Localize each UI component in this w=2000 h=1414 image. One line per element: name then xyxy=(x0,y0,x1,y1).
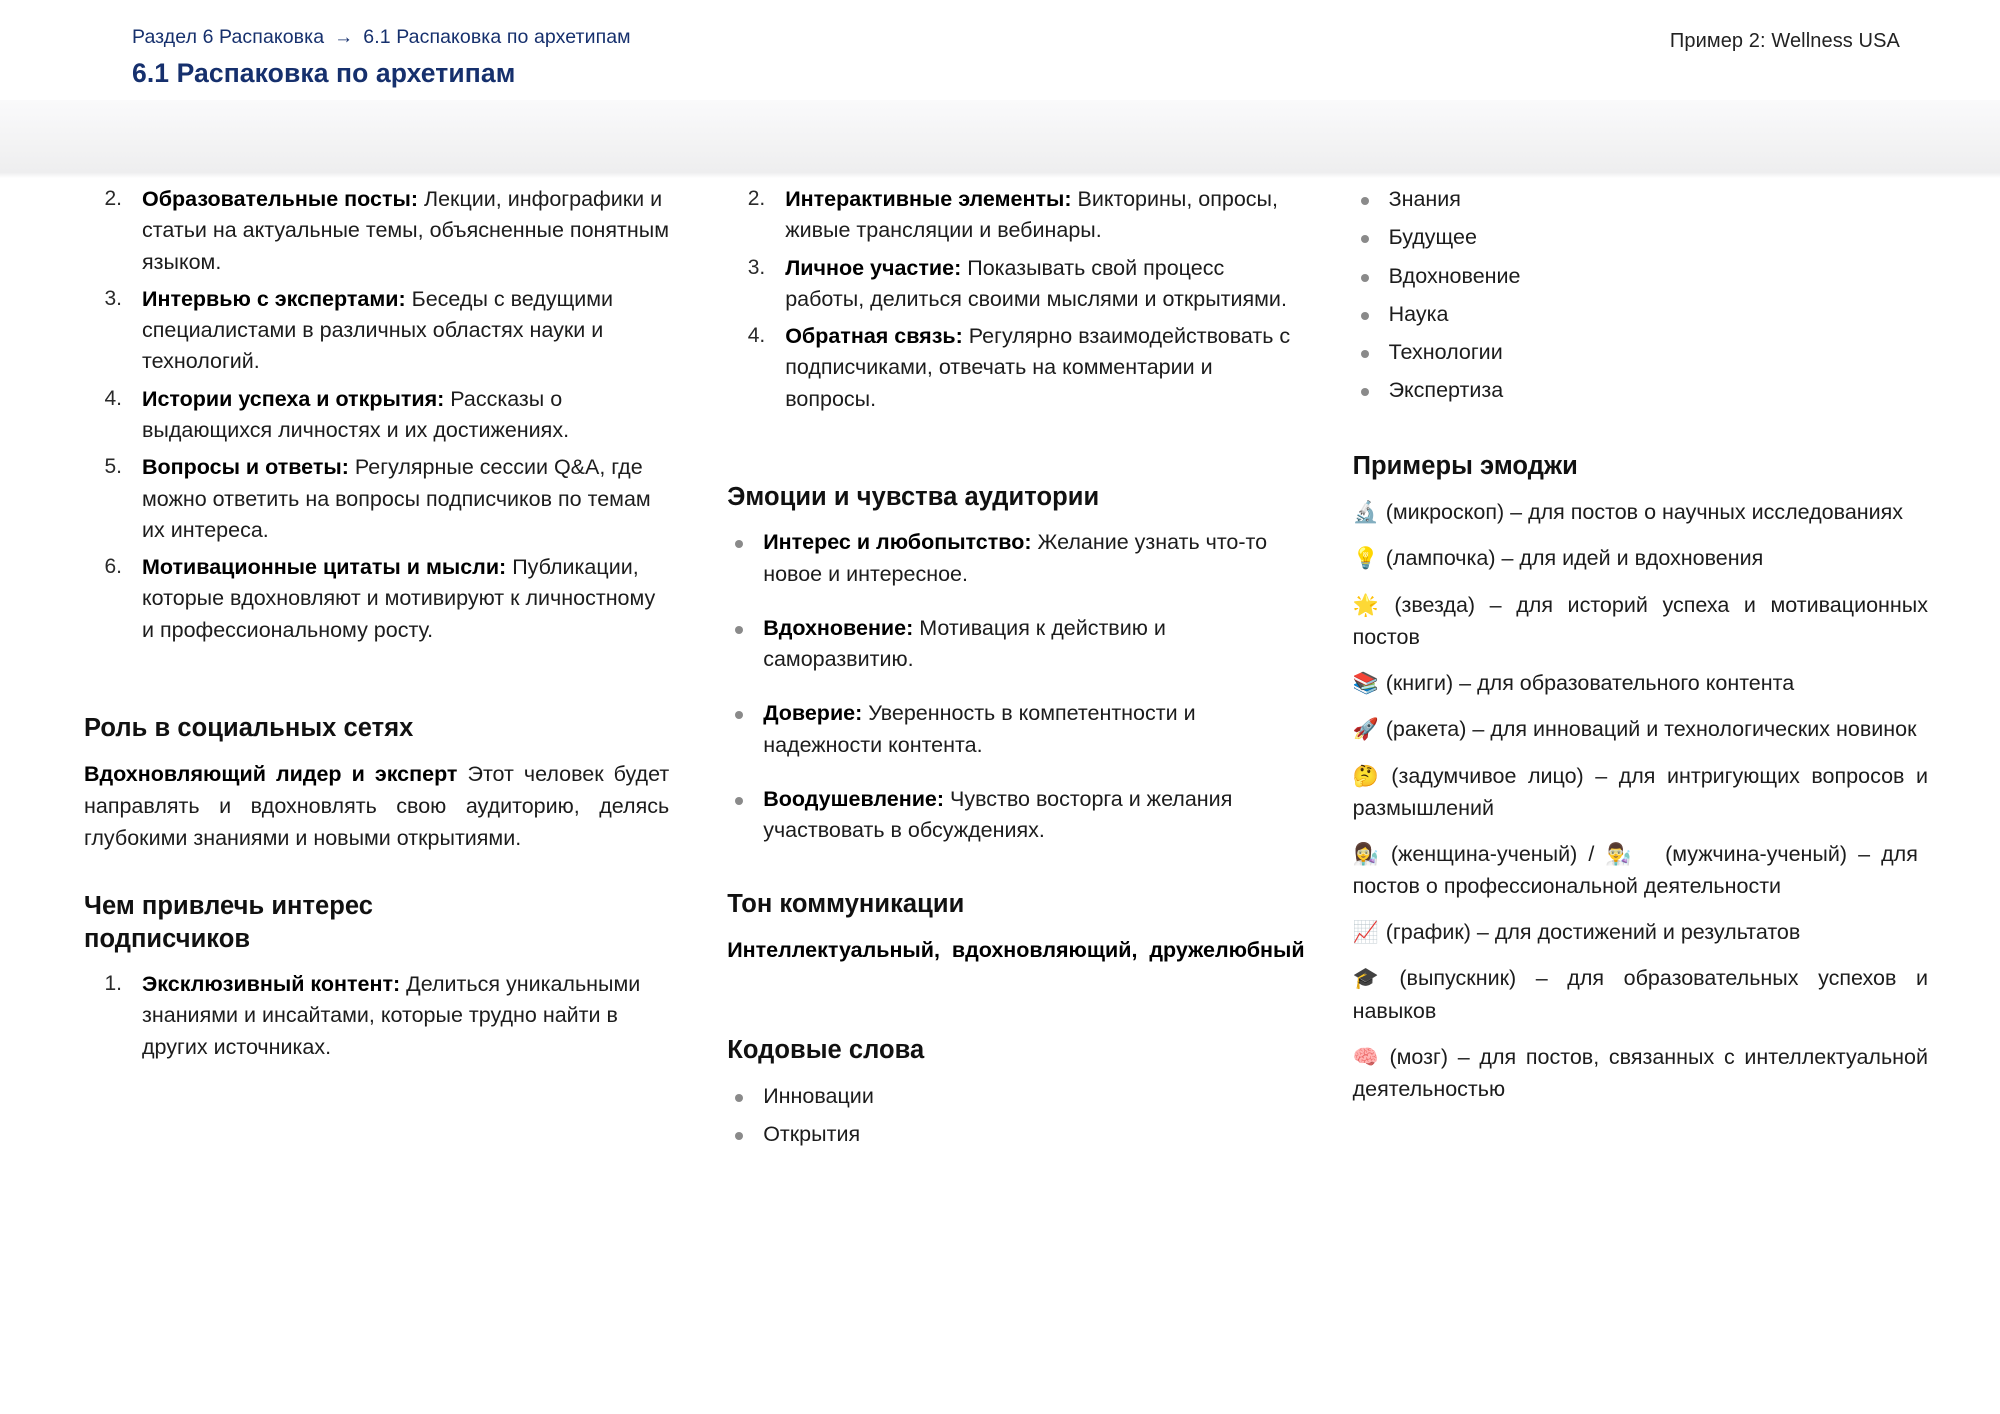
keywords-list xyxy=(1353,184,1928,407)
emoji-description: (лампочка) – для идей и вдохновения xyxy=(1385,546,1764,571)
list-item-description: Уверенность в компетентности и надежности контента. xyxy=(763,701,1196,757)
list-item-term: Истории успеха и открытия: xyxy=(142,386,445,411)
emoji-description-a: (женщина-ученый) / xyxy=(1390,841,1606,866)
column-3 xyxy=(1353,184,1928,1119)
emoji-list-item xyxy=(1353,1041,1928,1105)
list-item-term: Воодушевление: xyxy=(763,787,945,812)
emoji-list-item xyxy=(1353,713,1928,745)
list-item-term: Эксклюзивный контент: xyxy=(142,972,401,997)
heading-code-words: Кодовые слова xyxy=(727,1036,925,1065)
emoji-list-item xyxy=(1353,496,1928,528)
engagement-list-continued xyxy=(727,184,1304,415)
list-item-number: 5. xyxy=(104,455,122,479)
list-item xyxy=(727,613,1304,676)
emotions-list xyxy=(727,527,1304,846)
rocket-emoji: 🚀 xyxy=(1352,717,1379,742)
spacer xyxy=(727,421,1304,481)
header-left-group xyxy=(132,26,631,88)
list-item-term: Мотивационные цитаты и мысли: xyxy=(142,555,507,580)
page-body xyxy=(0,100,2000,1157)
emoji-list-item xyxy=(1353,962,1928,1026)
heading-emoji-examples: Примеры эмоджи xyxy=(1352,451,1578,480)
page-title: 6.1 Распаковка по архетипам xyxy=(132,57,516,88)
list-item-number: 6. xyxy=(104,555,122,579)
list-item-description: Регулярно взаимодействовать с подписчиками, отвечать на комментарии и вопросы. xyxy=(785,324,1291,411)
emoji-description-b: (мужчина-ученый) – для постов о профессиональной деятельности xyxy=(1352,841,1918,899)
heading-tone-of-communication: Тон коммуникации xyxy=(727,889,965,918)
woman-scientist-emoji: 👩‍🔬 xyxy=(1352,841,1384,866)
column-1 xyxy=(72,184,669,1069)
emoji-description: (звезда) – для историй успеха и мотивационных постов xyxy=(1352,592,1928,649)
breadcrumb-section[interactable]: Раздел 6 Распаковка xyxy=(132,26,325,48)
list-item-term: Интервью с экспертами: xyxy=(142,286,406,311)
column-2 xyxy=(717,184,1304,1157)
list-item: Экспертиза xyxy=(1353,375,1928,406)
emoji-description: (книги) – для образовательного контента xyxy=(1385,670,1795,695)
emoji-description: (график) – для достижений и результатов xyxy=(1385,920,1801,945)
emoji-list-item xyxy=(1353,542,1928,574)
spacer xyxy=(84,854,669,890)
list-item-description: Делиться уникальными знаниями и инсайтами, которые трудно найти в других источниках. xyxy=(142,972,641,1059)
list-item-term: Личное участие: xyxy=(785,255,962,280)
emoji-examples-list xyxy=(1353,496,1928,1105)
spacer xyxy=(727,870,1304,888)
list-item xyxy=(727,527,1304,590)
list-item xyxy=(727,698,1304,761)
breadcrumb xyxy=(132,26,631,49)
heading-line-2: подписчиков xyxy=(84,924,251,953)
list-item-description: Показывать свой процесс работы, делиться своими мыслями и открытиями. xyxy=(785,255,1287,311)
tone-values xyxy=(727,934,1304,999)
page-header xyxy=(0,0,2000,100)
role-bold-lead: Вдохновляющий лидер и эксперт xyxy=(84,762,458,787)
heading-line-1: Чем привлечь интерес xyxy=(84,892,374,921)
list-item-term: Интерактивные элементы: xyxy=(785,187,1072,211)
list-item: Будущее xyxy=(1353,222,1928,253)
list-item xyxy=(84,452,669,546)
spacer xyxy=(1353,414,1928,450)
role-paragraph xyxy=(84,758,669,854)
list-item xyxy=(84,969,669,1063)
list-item xyxy=(727,321,1304,415)
list-item xyxy=(84,284,669,378)
tone-value-3: дружелюбный xyxy=(1149,937,1305,962)
list-item-description: Лекции, инфографики и статьи на актуальные темы, объясненные понятным языком. xyxy=(142,187,670,274)
spacer xyxy=(84,652,669,712)
emoji-description: (ракета) – для инноваций и технологических новинок xyxy=(1385,717,1917,742)
list-item-term: Вдохновение: xyxy=(763,615,914,640)
content-types-list-continued xyxy=(84,184,669,646)
brain-emoji: 🧠 xyxy=(1352,1044,1383,1069)
emoji-list-item xyxy=(1353,589,1928,653)
spacer xyxy=(727,998,1304,1034)
list-item-number: 2. xyxy=(747,187,766,210)
light-bulb-emoji: 💡 xyxy=(1352,546,1379,571)
list-item-term: Доверие: xyxy=(763,701,863,726)
emoji-description: (микроскоп) – для постов о научных исследованиях xyxy=(1385,500,1904,525)
books-emoji: 📚 xyxy=(1352,670,1379,695)
emoji-description: (задумчивое лицо) – для интригующих вопросов и размышлений xyxy=(1352,763,1928,820)
emoji-description: (выпускник) – для образовательных успехов и навыков xyxy=(1352,966,1928,1023)
heading-attract-subscriber-interest xyxy=(84,890,669,955)
list-item-term: Обратная связь: xyxy=(785,324,963,349)
list-item-description: Мотивация к действию и саморазвитию. xyxy=(763,615,1166,672)
graduation-cap-emoji: 🎓 xyxy=(1352,966,1393,991)
tone-value-1: Интеллектуальный, xyxy=(727,937,940,962)
man-scientist-emoji: 👨‍🔬 xyxy=(1605,841,1637,866)
role-body-text: Этот человек будет направлять и вдохновлять свою аудиторию, делясь глубокими знаниями и новыми открытиями. xyxy=(84,762,670,851)
chart-increasing-emoji: 📈 xyxy=(1352,920,1379,945)
list-item xyxy=(727,253,1304,316)
list-item-description: Чувство восторга и желания участвовать в обсуждениях. xyxy=(763,787,1233,843)
list-item-description: Желание узнать что-то новое и интересное. xyxy=(763,530,1268,586)
list-item xyxy=(84,184,669,278)
list-item: Технологии xyxy=(1353,337,1928,368)
list-item xyxy=(727,184,1304,247)
breadcrumb-current[interactable]: 6.1 Распаковка по архетипам xyxy=(363,26,631,48)
list-item-number: 2. xyxy=(104,187,122,210)
emoji-description: (мозг) – для постов, связанных с интеллектуальной деятельностью xyxy=(1352,1044,1928,1101)
list-item-number: 4. xyxy=(747,324,766,348)
list-item: Наука xyxy=(1353,299,1928,330)
emoji-list-item xyxy=(1353,916,1928,948)
code-words-list xyxy=(727,1081,1304,1151)
list-item-number: 1. xyxy=(104,972,122,996)
tone-value-2: вдохновляющий, xyxy=(951,937,1138,962)
emoji-list-item xyxy=(1353,667,1928,699)
list-item: Знания xyxy=(1353,184,1928,215)
glowing-star-emoji: 🌟 xyxy=(1352,592,1388,617)
emoji-list-item xyxy=(1353,838,1928,902)
heading-audience-emotions: Эмоции и чувства аудитории xyxy=(727,482,1100,511)
list-item-description: Рассказы о выдающихся личностях и их достижениях. xyxy=(142,386,570,442)
list-item-number: 4. xyxy=(104,386,122,410)
interest-list xyxy=(84,969,669,1063)
emoji-list-item xyxy=(1353,760,1928,824)
list-item-description: Публикации, которые вдохновляют и мотивируют к личностному и профессиональному росту. xyxy=(142,555,656,642)
list-item-description: Викторины, опросы, живые трансляции и вебинары. xyxy=(785,187,1278,243)
list-item: Инновации xyxy=(727,1081,1304,1112)
list-item: Вдохновение xyxy=(1353,261,1928,292)
list-item-number: 3. xyxy=(104,286,122,310)
breadcrumb-arrow-icon: → xyxy=(334,27,354,48)
list-item xyxy=(84,384,669,447)
list-item xyxy=(727,784,1304,847)
microscope-emoji: 🔬 xyxy=(1352,500,1379,525)
list-item: Открытия xyxy=(727,1119,1304,1150)
list-item xyxy=(84,552,669,646)
thinking-face-emoji: 🤔 xyxy=(1352,763,1385,788)
list-item-term: Интерес и любопытство: xyxy=(763,530,1032,555)
example-label: Пример 2: Wellness USA xyxy=(1669,30,1900,52)
list-item-description: Беседы с ведущими специалистами в различных областях науки и технологий. xyxy=(142,286,614,374)
heading-role-in-social-networks: Роль в социальных сетях xyxy=(84,713,414,742)
list-item-term: Вопросы и ответы: xyxy=(142,455,349,480)
list-item-term: Образовательные посты: xyxy=(142,187,419,211)
list-item-description: Регулярные сессии Q&A, где можно ответить на вопросы подписчиков по темам их интереса. xyxy=(142,455,651,542)
list-item-number: 3. xyxy=(747,255,766,279)
